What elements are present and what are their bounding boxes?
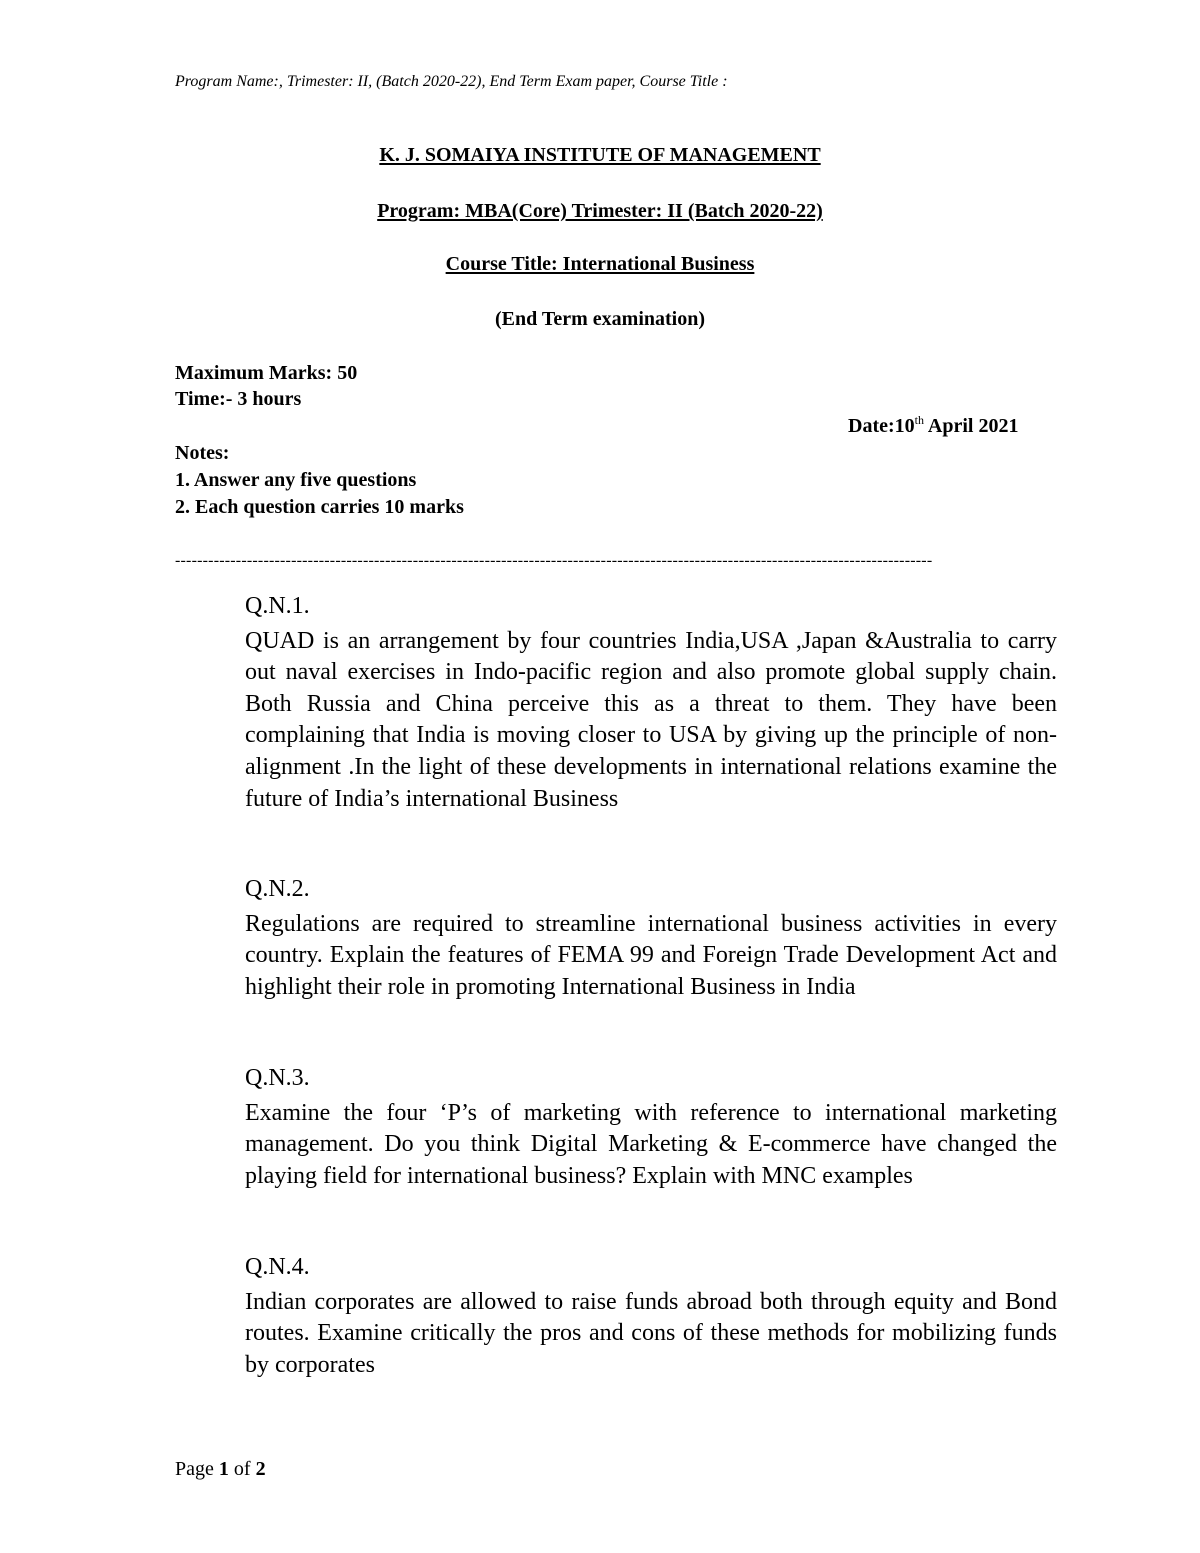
exam-type: (End Term examination) bbox=[494, 308, 706, 330]
question-text: Indian corporates are allowed to raise funds abroad both through equity and Bond routes. Examine critically the pros and cons of these methods for mobilizing funds by corporates bbox=[245, 1288, 1057, 1378]
notes-title: Notes: bbox=[175, 442, 230, 464]
note-item: 2. Each question carries 10 marks bbox=[175, 496, 464, 518]
program-line: Program: MBA(Core) Trimester: II (Batch 2020-22) bbox=[377, 200, 823, 222]
question-4 bbox=[245, 1252, 1057, 1381]
question-text: Regulations are required to streamline international business activities in every country. Explain the features of FEMA 99 and Foreign Trade Development Act and highlight their role in promoting International Business in India bbox=[245, 910, 1057, 1000]
question-2 bbox=[245, 874, 1057, 1003]
question-3 bbox=[245, 1063, 1057, 1192]
note-item: 1. Answer any five questions bbox=[175, 469, 417, 491]
institute-title: K. J. SOMAIYA INSTITUTE OF MANAGEMENT bbox=[379, 144, 821, 166]
question-label: Q.N.3. bbox=[245, 1065, 310, 1091]
question-label: Q.N.1. bbox=[245, 593, 310, 619]
question-label: Q.N.4. bbox=[245, 1254, 310, 1280]
course-title: Course Title: International Business bbox=[445, 253, 755, 275]
page-footer: Page 1 of 2 bbox=[175, 1458, 266, 1480]
exam-time: Time:- 3 hours bbox=[175, 388, 302, 410]
question-text: Examine the four ‘P’s of marketing with reference to international marketing management. Do you think Digital Marketing & E-commerce have changed the playing field for international business? Explain with MNC examples bbox=[245, 1099, 1057, 1189]
question-1 bbox=[245, 591, 1057, 815]
question-text: QUAD is an arrangement by four countries India,USA ,Japan &Australia to carry out naval exercises in Indo-pacific region and also promote global supply chain. Both Russia and China perceive this as a threat to them. They have been complaining that India is moving closer to USA by giving up the principle of non-alignment .In the light of these developments in international relations examine the future of India’s international Business bbox=[245, 627, 1057, 812]
section-divider: ----------------------------------------------------------------------------------------------------------------------------------------- bbox=[175, 552, 933, 569]
running-header: Program Name:, Trimester: II, (Batch 2020-22), End Term Exam paper, Course Title : bbox=[175, 73, 728, 90]
max-marks: Maximum Marks: 50 bbox=[175, 362, 358, 384]
question-label: Q.N.2. bbox=[245, 876, 310, 902]
exam-date: Date:10th April 2021 bbox=[848, 413, 1019, 437]
